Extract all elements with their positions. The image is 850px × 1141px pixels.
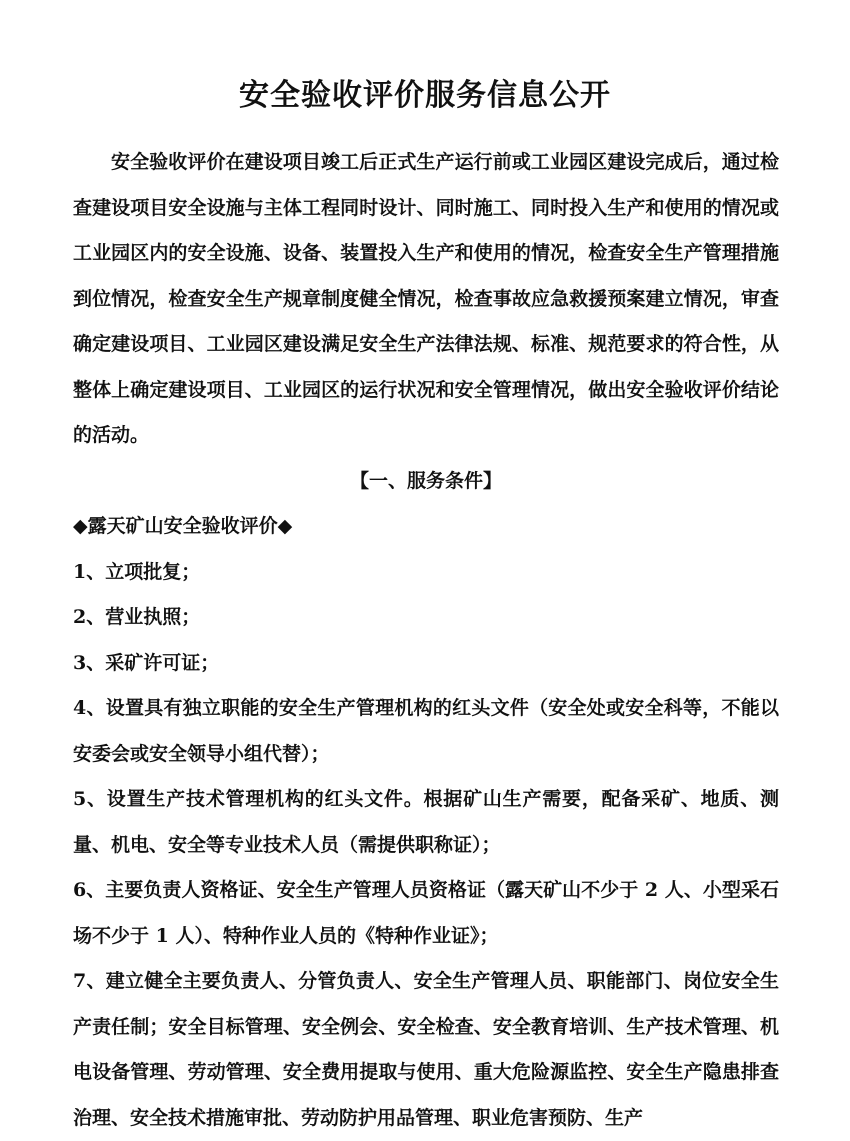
- list-item: 4、设置具有独立职能的安全生产管理机构的红头文件（安全处或安全科等，不能以安委会或安全领导小组代替）；: [73, 697, 779, 765]
- list-item: 2、营业执照；: [73, 606, 201, 628]
- subsection-heading: ◆露天矿山安全验收评价◆: [73, 515, 293, 537]
- intro-paragraph: 安全验收评价在建设项目竣工后正式生产运行前或工业园区建设完成后，通过检查建设项目安全设施与主体工程同时设计、同时施工、同时投入生产和使用的情况或工业园区内的安全设施、设备、装置投入生产和使用的情况，检查安全生产管理措施到位情况，检查安全生产规章制度健全情况，检查事故应急救援预案建立情况，审查确定建设项目、工业园区建设满足安全生产法律法规、标准、规范要求的符合性，从整体上确定建设项目、工业园区的运行状况和安全管理情况，做出安全验收评价结论的活动。: [73, 151, 779, 446]
- list-item: 7、建立健全主要负责人、分管负责人、安全生产管理人员、职能部门、岗位安全生产责任制；安全目标管理、安全例会、安全检查、安全教育培训、生产技术管理、机电设备管理、劳动管理、安全费用提取与使用、重大危险源监控、安全生产隐患排查治理、安全技术措施审批、劳动防护用品管理、职业危害预防、生产: [73, 970, 779, 1129]
- list-item: 3、采矿许可证；: [73, 651, 220, 674]
- list-item: 1、立项批复；: [73, 560, 201, 583]
- document-title: 安全验收评价服务信息公开: [239, 78, 611, 113]
- section-heading: 【一、服务条件】: [349, 469, 502, 492]
- list-item: 6、主要负责人资格证、安全生产管理人员资格证（露天矿山不少于 2 人、小型采石场不少于 1 人）、特种作业人员的《特种作业证》；: [73, 879, 779, 947]
- list-item: 5、设置生产技术管理机构的红头文件。根据矿山生产需要，配备采矿、地质、测量、机电、安全等专业技术人员（需提供职称证）；: [73, 788, 779, 856]
- document-body: [73, 140, 779, 1141]
